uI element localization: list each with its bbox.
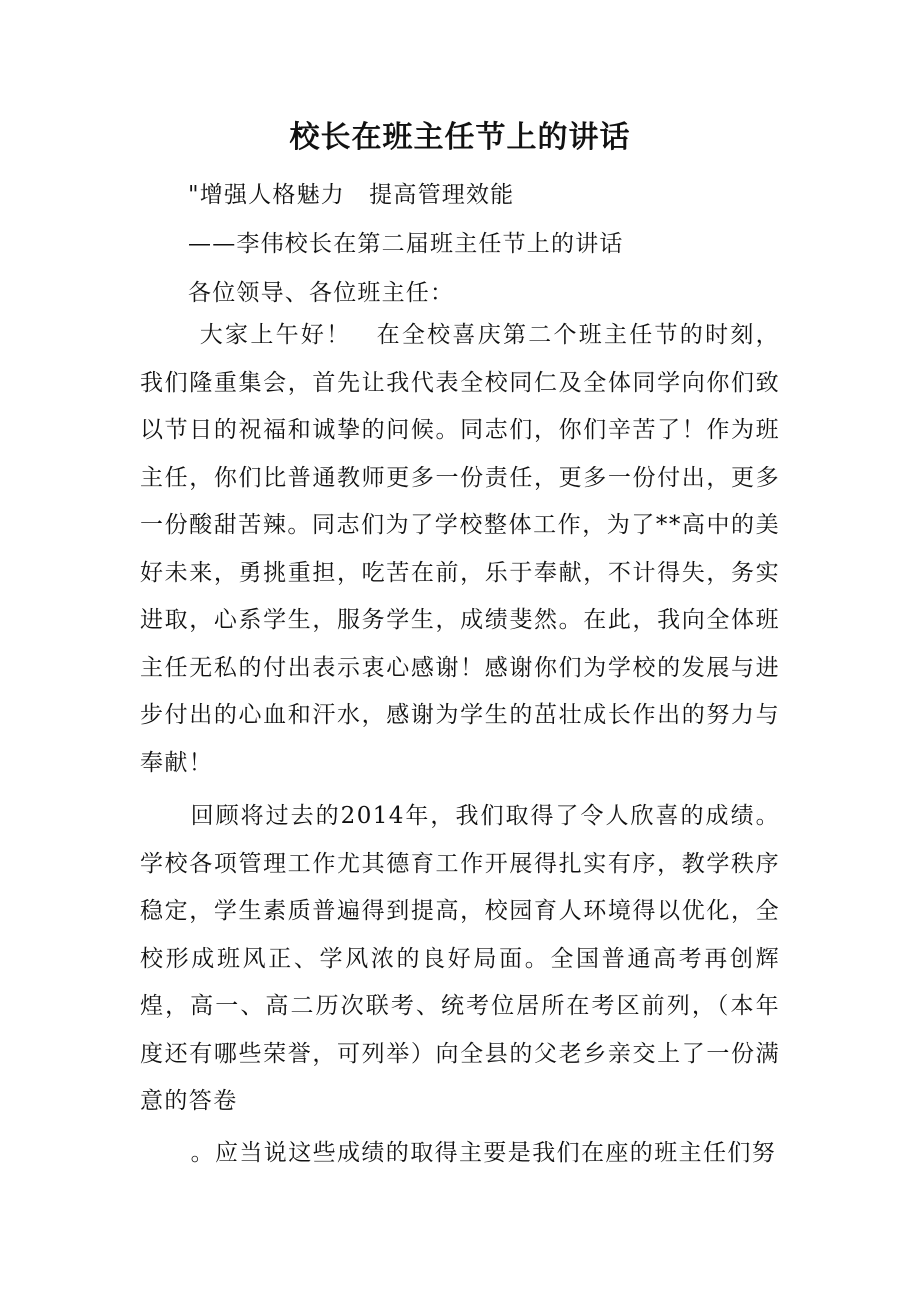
salutation: 各位领导、各位班主任： xyxy=(188,280,455,306)
paragraph-3: 。应当说这些成绩的取得主要是我们在座的班主任们努 xyxy=(190,1140,777,1166)
paragraph-2: 回顾将过去的2014年，我们取得了令人欣喜的成绩。学校各项管理工作尤其德育工作开展得扎实有序，教学秩序稳定，学生素质普遍得到提高，校园育人环境得以优化，全校形成班风正、学风浓的良好局面。全国普通高考再创辉煌，高一、高二历次联考、统考位居所在考区前列，（本年度还有哪些荣誉，可列举）向全县的父老乡亲交上了一份满意的答卷 xyxy=(140,803,780,1114)
document-title: 校长在班主任节上的讲话 xyxy=(289,120,631,155)
paragraph-1: 大家上午好！ 在全校喜庆第二个班主任节的时刻，我们隆重集会，首先让我代表全校同仁及全体同学向你们致以节日的祝福和诚挚的问候。同志们，你们辛苦了！作为班主任，你们比普通教师更多一份责任，更多一份付出，更多一份酸甜苦辣。同志们为了学校整体工作，为了**高中的美好未来，勇挑重担，吃苦在前，乐于奉献，不计得失，务实进取，心系学生，服务学生，成绩斐然。在此，我向全体班主任无私的付出表示衷心感谢！感谢你们为学校的发展与进步付出的心血和汗水，感谢为学生的茁壮成长作出的努力与奉献！ xyxy=(140,322,780,776)
subtitle-attribution: ——李伟校长在第二届班主任节上的讲话 xyxy=(188,231,624,257)
subtitle-quote: "增强人格魅力 提高管理效能 xyxy=(188,182,515,208)
